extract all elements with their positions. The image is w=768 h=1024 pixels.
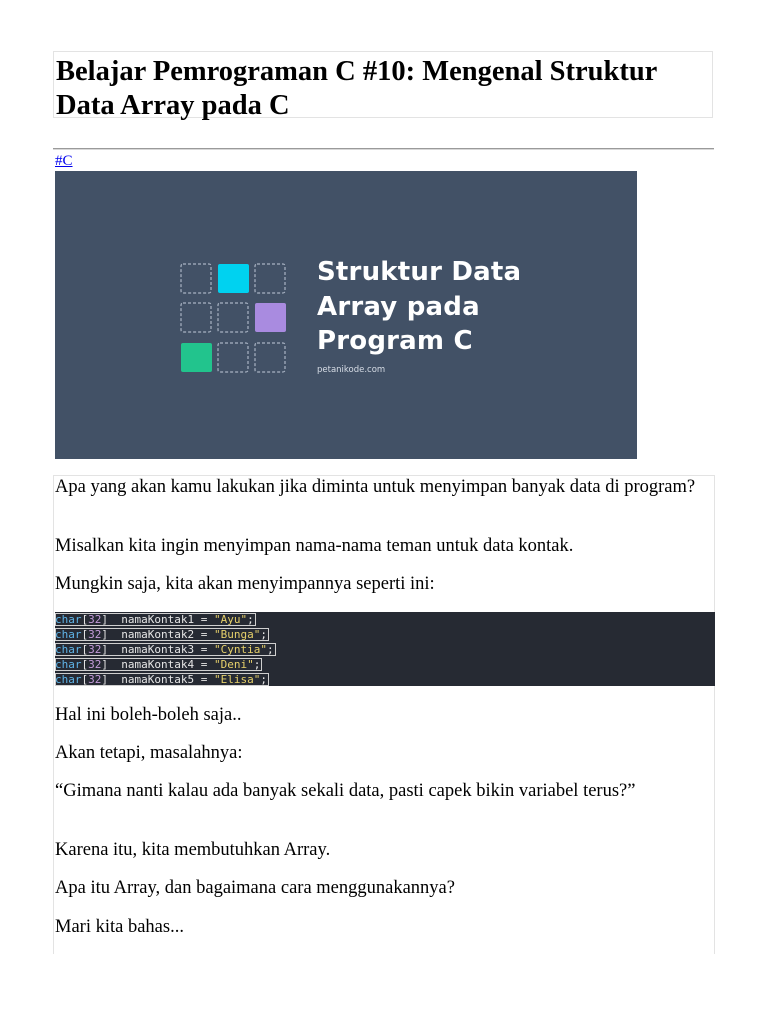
code-line: char[32] namaKontak1 = "Ayu"; [55,613,254,626]
paragraph-7: Karena itu, kita membutuhkan Array. [55,840,331,860]
horizontal-rule [53,148,714,150]
hero-banner-image [55,171,637,459]
hero-title: Struktur Data Array pada Program C [317,257,522,356]
paragraph-1: Apa yang akan kamu lakukan jika diminta untuk menyimpan banyak data di program? [55,477,696,497]
code-line: char[32] namaKontak2 = "Bunga"; [55,628,267,641]
code-line: char[32] namaKontak3 = "Cyntia"; [55,643,274,656]
paragraph-8: Apa itu Array, dan bagaimana cara menggunakannya? [55,878,455,898]
paragraph-5: Akan tetapi, masalahnya: [55,743,243,763]
paragraph-2: Misalkan kita ingin menyimpan nama-nama teman untuk data kontak. [55,536,574,556]
paragraph-4: Hal ini boleh-boleh saja.. [55,705,242,725]
article-title: Belajar Pemrograman C #10: Mengenal Struktur Data Array pada C [56,56,657,121]
article-title-box [53,51,713,121]
paragraph-6: “Gimana nanti kalau ada banyak sekali data, pasti capek bikin variabel terus?” [55,781,636,801]
code-line: char[32] namaKontak4 = "Deni"; [55,658,261,671]
code-block [55,612,715,686]
code-line: char[32] namaKontak5 = "Elisa"; [55,673,267,686]
tag-link-c[interactable]: #C [55,153,73,169]
hero-site-url: petanikode.com [317,365,386,375]
paragraph-3: Mungkin saja, kita akan menyimpannya seperti ini: [55,574,435,594]
paragraph-9: Mari kita bahas... [55,917,184,937]
